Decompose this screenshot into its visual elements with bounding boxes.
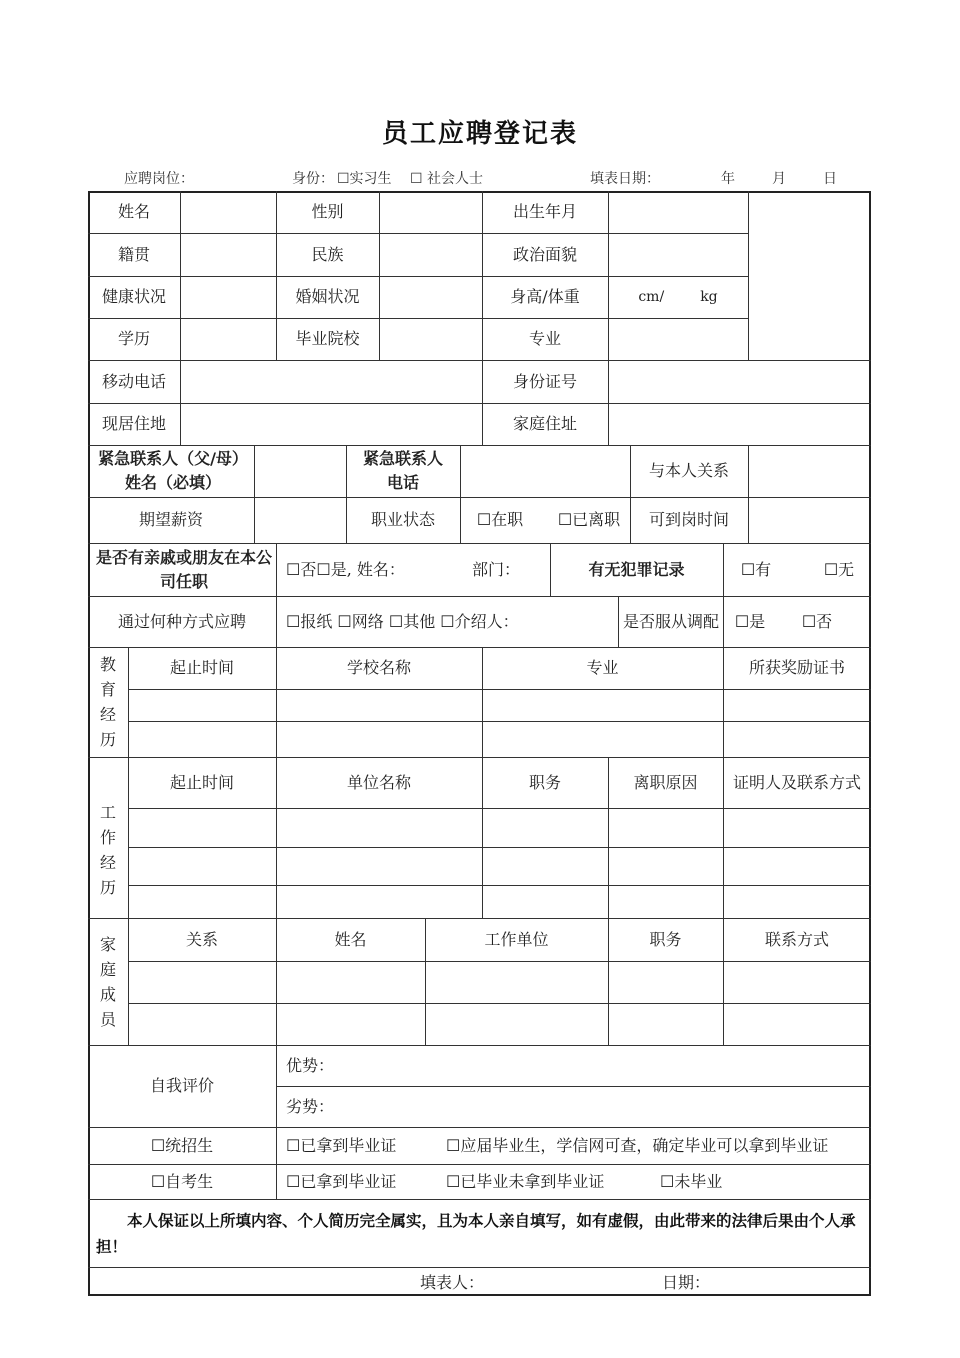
family-col-relation: 关系 <box>185 929 218 949</box>
relation-label: 与本人关系 <box>648 461 729 480</box>
status-label: 职业状态 <box>370 510 435 529</box>
health-label: 健康状况 <box>101 287 166 306</box>
family-label: 家庭成员 <box>99 934 116 1029</box>
day-label: 日 <box>823 171 837 187</box>
current-address-label: 现居住地 <box>101 414 166 433</box>
salary-field[interactable] <box>254 497 346 543</box>
transfer-label: 是否服从调配 <box>622 611 719 631</box>
relatives-dept-label: 部门： <box>472 559 521 579</box>
intern-checkbox[interactable]: ☐实习生 <box>337 171 392 187</box>
gender-label: 性别 <box>311 202 344 221</box>
birth-field[interactable] <box>608 191 748 233</box>
resigned-checkbox[interactable]: ☐已离职 <box>557 510 621 529</box>
emergency-phone-label: 紧急联系人电话 <box>362 449 443 492</box>
social-checkbox[interactable]: ☐ 社会人士 <box>410 171 484 187</box>
date-label: 日期： <box>662 1272 711 1292</box>
marital-field[interactable] <box>379 276 482 318</box>
current-address-field[interactable] <box>180 403 482 445</box>
politics-label: 政治面貌 <box>512 244 577 264</box>
declaration-statement: 本人保证以上所填内容、个人简历完全属实，且为本人亲自填写，如有虚假，由此带来的法律后果由个人承担！ <box>96 1212 856 1256</box>
school-label: 毕业院校 <box>295 329 360 348</box>
cm-unit: cm/ <box>638 289 665 305</box>
relatives-question: 是否有亲戚或朋友在本公司任职 <box>95 547 272 591</box>
id-number-label: 身份证号 <box>512 371 577 391</box>
name-field[interactable] <box>180 191 276 233</box>
self-eval-label: 自我评价 <box>149 1076 214 1095</box>
height-weight-label: 身高/体重 <box>510 287 580 306</box>
family-col-position: 职务 <box>649 929 682 949</box>
identity-label: 身份： <box>292 171 334 187</box>
mobile-label: 移动电话 <box>101 371 166 391</box>
family-col-employer: 工作单位 <box>484 929 549 949</box>
edu-col-major: 专业 <box>586 658 619 677</box>
name-label: 姓名 <box>117 202 150 221</box>
education-history-label: 教育经历 <box>99 655 116 749</box>
edu-col-school: 学校名称 <box>346 658 411 677</box>
work-col-reason: 离职原因 <box>633 772 698 792</box>
native-field[interactable] <box>180 233 276 276</box>
major-field[interactable] <box>608 318 748 360</box>
emergency-phone-field[interactable] <box>460 445 630 497</box>
work-col-company: 单位名称 <box>346 772 411 792</box>
filler-label: 填表人： <box>420 1272 485 1292</box>
self-graduated-checkbox[interactable]: ☐已拿到毕业证 <box>286 1171 397 1191</box>
work-col-reference: 证明人及联系方式 <box>732 772 861 792</box>
school-field[interactable] <box>379 318 482 360</box>
mobile-field[interactable] <box>180 360 482 403</box>
work-history-label: 工作经历 <box>99 802 116 897</box>
work-col-position: 职务 <box>528 772 561 792</box>
salary-label: 期望薪资 <box>138 510 203 529</box>
criminal-no-checkbox[interactable]: ☐无 <box>823 559 855 579</box>
major-label: 专业 <box>528 329 561 348</box>
work-col-period: 起止时间 <box>169 772 234 792</box>
channel-options[interactable]: ☐报纸 ☐网络 ☐其他 ☐介绍人： <box>286 611 519 631</box>
unified-graduated-checkbox[interactable]: ☐已拿到毕业证 <box>286 1135 397 1155</box>
birth-label: 出生年月 <box>512 202 577 221</box>
transfer-no-checkbox[interactable]: ☐否 <box>801 611 833 631</box>
month-label: 月 <box>772 171 786 187</box>
edu-col-awards: 所获奖励证书 <box>748 658 845 677</box>
transfer-yes-checkbox[interactable]: ☐是 <box>734 611 766 631</box>
weaknesses-field[interactable]: 劣势： <box>286 1096 335 1116</box>
strengths-field[interactable]: 优势： <box>286 1055 335 1075</box>
form-title: 员工应聘登记表 <box>381 119 578 149</box>
criminal-label: 有无犯罪记录 <box>588 559 685 579</box>
relation-field[interactable] <box>748 445 871 497</box>
channel-label: 通过何种方式应聘 <box>117 611 246 631</box>
employed-checkbox[interactable]: ☐在职 <box>476 510 524 529</box>
emergency-name-field[interactable] <box>254 445 346 497</box>
family-col-contact: 联系方式 <box>764 929 829 949</box>
gender-field[interactable] <box>379 191 482 233</box>
fill-date-label: 填表日期： <box>590 171 660 187</box>
relatives-options[interactable]: ☐否☐是, 姓名： <box>286 559 405 579</box>
emergency-name-label: 紧急联系人（父/母）姓名（必填） <box>98 449 248 492</box>
education-label: 学历 <box>117 329 150 348</box>
self-study-checkbox[interactable]: ☐自考生 <box>150 1171 214 1191</box>
self-no-certificate-checkbox[interactable]: ☐已毕业未拿到毕业证 <box>446 1171 605 1191</box>
edu-col-period: 起止时间 <box>169 658 234 677</box>
home-address-field[interactable] <box>608 403 871 445</box>
self-not-graduated-checkbox[interactable]: ☐未毕业 <box>660 1171 723 1191</box>
ethnicity-label: 民族 <box>311 244 344 264</box>
education-field[interactable] <box>180 318 276 360</box>
available-field[interactable] <box>748 497 871 543</box>
politics-field[interactable] <box>608 233 748 276</box>
kg-unit: kg <box>700 289 718 305</box>
height-weight-field[interactable] <box>608 276 748 318</box>
unified-checkbox[interactable]: ☐统招生 <box>150 1135 214 1155</box>
photo-area <box>748 191 871 360</box>
marital-label: 婚姻状况 <box>295 287 360 306</box>
criminal-yes-checkbox[interactable]: ☐有 <box>740 559 772 579</box>
home-address-label: 家庭住址 <box>512 414 577 433</box>
unified-fresh-checkbox[interactable]: ☐应届毕业生，学信网可查，确定毕业可以拿到毕业证 <box>446 1135 829 1155</box>
native-label: 籍贯 <box>117 244 150 264</box>
family-col-name: 姓名 <box>334 929 367 949</box>
year-label: 年 <box>721 171 735 187</box>
health-field[interactable] <box>180 276 276 318</box>
ethnicity-field[interactable] <box>379 233 482 276</box>
position-label: 应聘岗位： <box>124 171 194 187</box>
id-number-field[interactable] <box>608 360 871 403</box>
available-label: 可到岗时间 <box>648 510 729 529</box>
